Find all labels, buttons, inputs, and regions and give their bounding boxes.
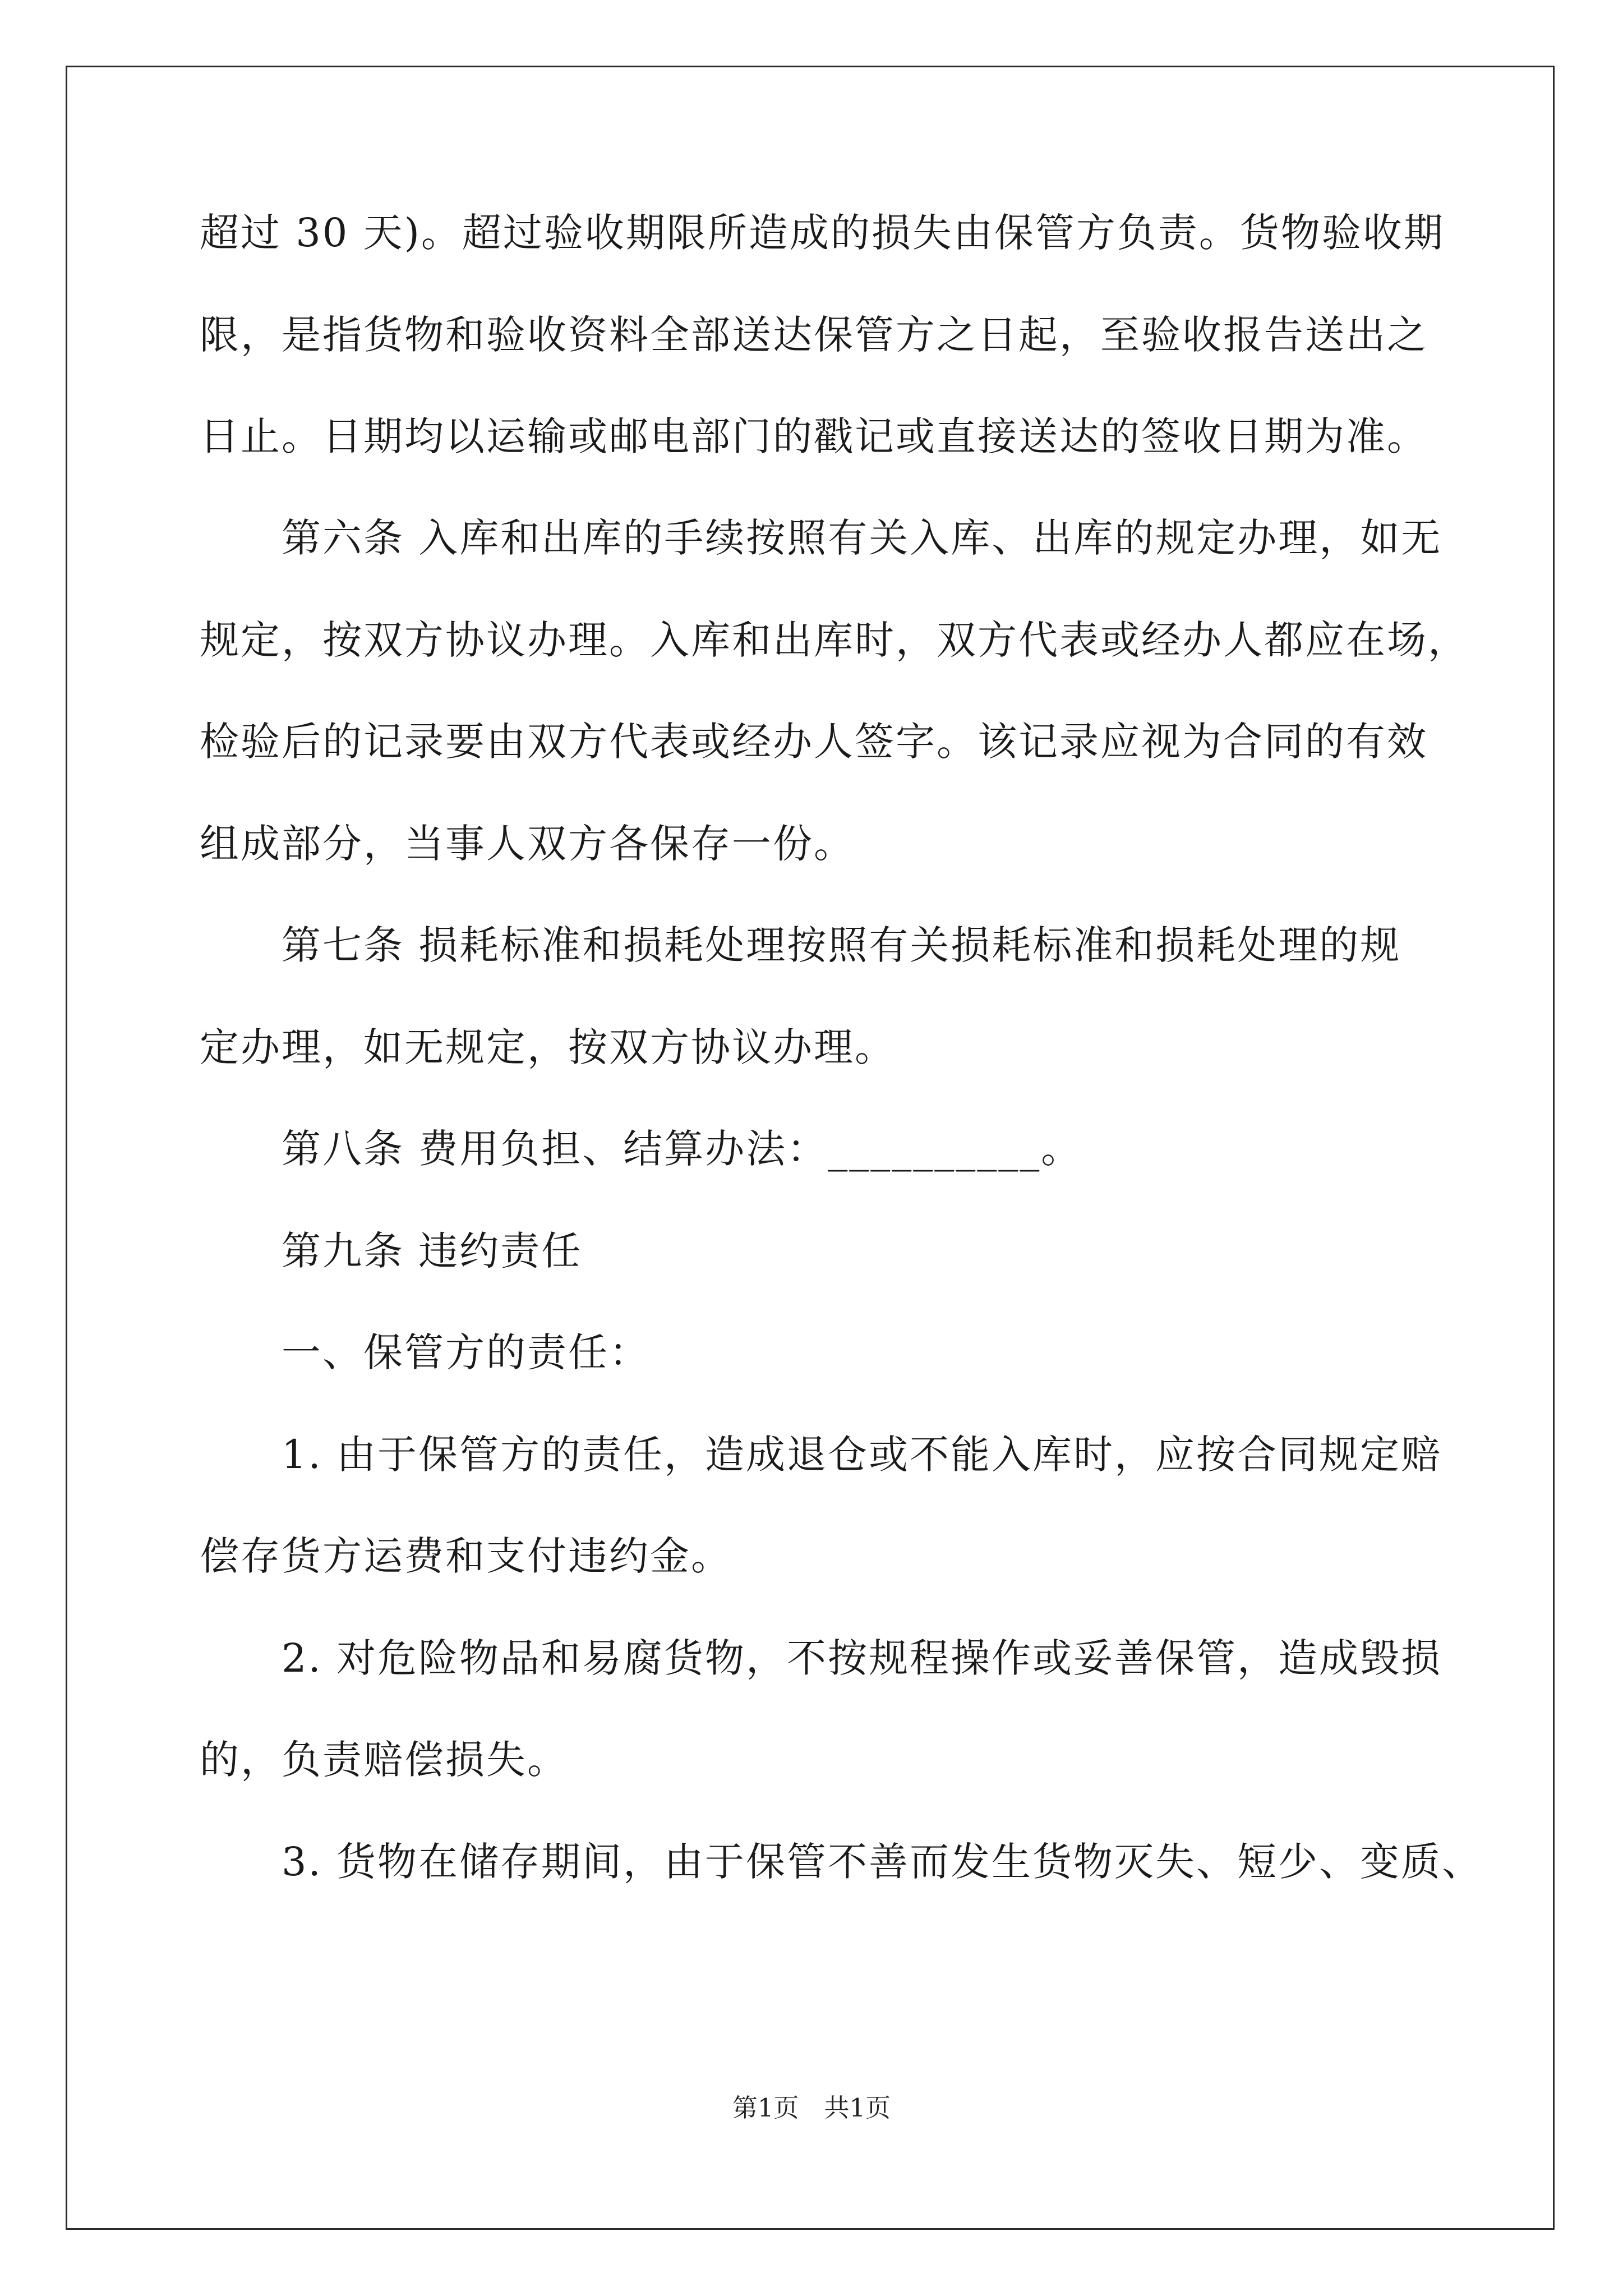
text-line: 限，是指货物和验收资料全部送达保管方之日起，至验收报告送出之: [200, 312, 1428, 358]
text-line: 超过 30 天)。超过验收期限所造成的损失由保管方负责。货物验收期: [200, 210, 1445, 256]
list-item-1-start: 1. 由于保管方的责任，造成退仓或不能入库时，应按合同规定赔: [282, 1432, 1442, 1478]
text-line: 偿存货方运费和支付违约金。: [200, 1533, 732, 1579]
text-line: 规定，按双方协议办理。入库和出库时，双方代表或经办人都应在场，: [200, 617, 1469, 663]
text-line: 组成部分，当事人双方各保存一份。: [200, 821, 855, 867]
paragraph-start-article-7: 第七条 损耗标准和损耗处理按照有关损耗标准和损耗处理的规: [282, 922, 1401, 968]
text-line: 检验后的记录要由双方代表或经办人签字。该记录应视为合同的有效: [200, 719, 1428, 765]
text-line: 的，负责赔偿损失。: [200, 1737, 568, 1783]
text-line: 日止。日期均以运输或邮电部门的戳记或直接送达的签收日期为准。: [200, 413, 1428, 459]
subheading-custodian-liability: 一、保管方的责任：: [282, 1329, 650, 1375]
list-item-2-start: 2. 对危险物品和易腐货物，不按规程操作或妥善保管，造成毁损: [282, 1635, 1442, 1681]
list-item-3-start: 3. 货物在储存期间，由于保管不善而发生货物灭失、短少、变质、: [282, 1839, 1483, 1885]
paragraph-article-8: 第八条 费用负担、结算办法：__________。: [282, 1126, 1082, 1172]
paragraph-start-article-6: 第六条 入库和出库的手续按照有关入库、出库的规定办理，如无: [282, 515, 1442, 561]
page-number-footer: 第1页 共1页: [732, 2093, 891, 2123]
text-line: 定办理，如无规定，按双方协议办理。: [200, 1024, 896, 1070]
heading-article-9: 第九条 违约责任: [282, 1228, 583, 1274]
